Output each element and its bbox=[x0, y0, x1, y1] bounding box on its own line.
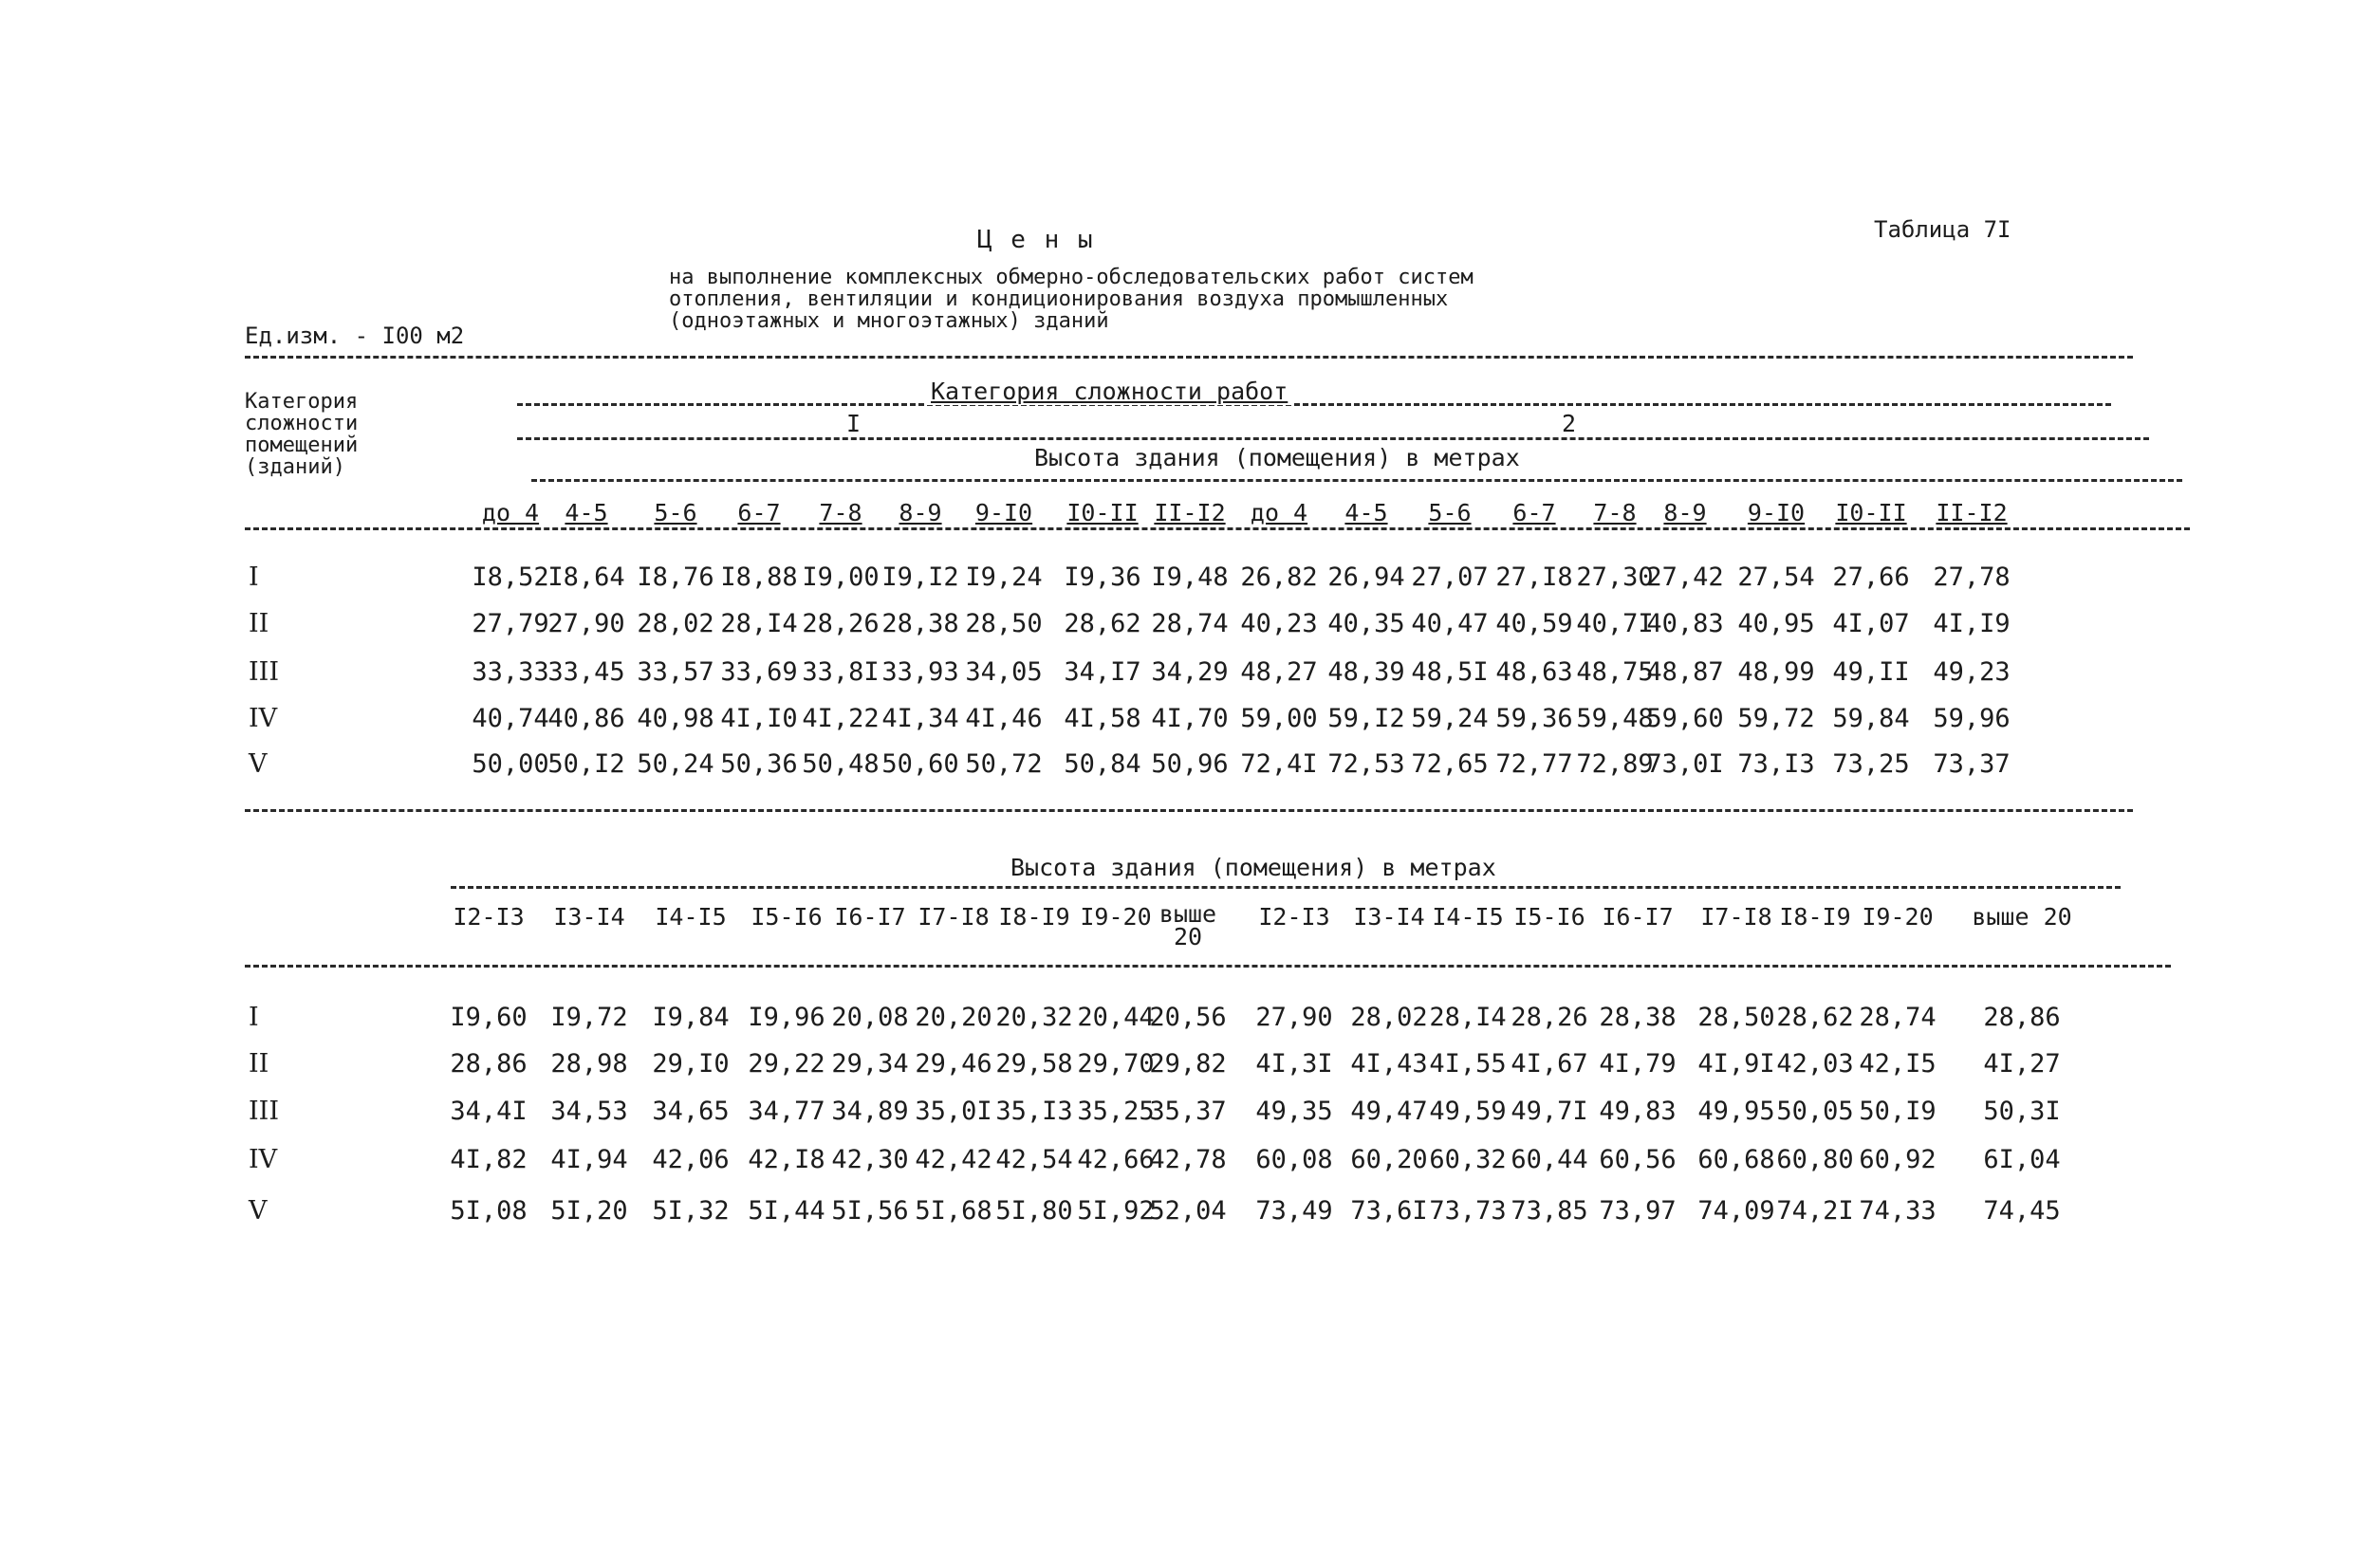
table-cell: 4I,58 bbox=[1064, 704, 1141, 733]
table-cell: 4I,43 bbox=[1350, 1049, 1428, 1079]
rule-groups bbox=[517, 437, 2149, 440]
table-cell: 60,80 bbox=[1776, 1145, 1854, 1174]
table-cell: 74,09 bbox=[1697, 1196, 1775, 1226]
subtitle-line: (одноэтажных и многоэтажных) зданий bbox=[669, 309, 1109, 333]
table-cell: 60,32 bbox=[1429, 1145, 1507, 1174]
column-header: 8-9 bbox=[1660, 499, 1709, 526]
table-cell: 4I,70 bbox=[1151, 704, 1229, 733]
table-cell: 33,45 bbox=[547, 657, 625, 687]
table-cell: 33,33 bbox=[472, 657, 549, 687]
table-cell: 29,82 bbox=[1149, 1049, 1227, 1079]
table-cell: 50,60 bbox=[881, 749, 959, 779]
table-cell: 50,05 bbox=[1776, 1097, 1854, 1126]
table-cell: 5I,32 bbox=[652, 1196, 730, 1226]
table-cell: 20,08 bbox=[831, 1003, 909, 1032]
table-cell: 42,42 bbox=[915, 1145, 992, 1174]
table-cell: 59,60 bbox=[1646, 704, 1724, 733]
table-cell: 42,66 bbox=[1077, 1145, 1155, 1174]
table-cell: 29,34 bbox=[831, 1049, 909, 1079]
column-header: I9-20 bbox=[1080, 903, 1152, 931]
table-cell: I8,88 bbox=[720, 563, 798, 592]
table-cell: 27,90 bbox=[547, 609, 625, 638]
column-header: I0-II bbox=[1832, 499, 1909, 526]
table-cell: I8,64 bbox=[547, 563, 625, 592]
table-cell: 60,68 bbox=[1697, 1145, 1775, 1174]
table-cell: 4I,07 bbox=[1832, 609, 1910, 638]
table-cell: 59,I2 bbox=[1327, 704, 1405, 733]
table-cell: 35,37 bbox=[1149, 1097, 1227, 1126]
group-2-label: 2 bbox=[1558, 410, 1580, 437]
table-cell: 59,00 bbox=[1240, 704, 1318, 733]
table-cell: 28,I4 bbox=[1429, 1003, 1507, 1032]
row-category-label: I bbox=[249, 1003, 259, 1032]
table-cell: 34,I7 bbox=[1064, 657, 1141, 687]
table-cell: 5I,08 bbox=[450, 1196, 528, 1226]
table-cell: 5I,92 bbox=[1077, 1196, 1155, 1226]
column-header: I7-I8 bbox=[918, 903, 990, 931]
table-cell: 4I,9I bbox=[1697, 1049, 1775, 1079]
rule-height bbox=[531, 479, 2182, 482]
column-header: I8-I9 bbox=[1779, 903, 1851, 931]
table-cell: 40,95 bbox=[1737, 609, 1815, 638]
table-cell: 28,50 bbox=[965, 609, 1043, 638]
table-cell: 29,46 bbox=[915, 1049, 992, 1079]
table-cell: 28,74 bbox=[1859, 1003, 1937, 1032]
table-cell: 73,25 bbox=[1832, 749, 1910, 779]
table-cell: 26,82 bbox=[1240, 563, 1318, 592]
table-cell: 49,II bbox=[1832, 657, 1910, 687]
column-header: до 4 bbox=[479, 499, 542, 526]
column-header: 7-8 bbox=[816, 499, 864, 526]
table-cell: 34,89 bbox=[831, 1097, 909, 1126]
column-header: 5-6 bbox=[1425, 499, 1474, 526]
table-cell: 27,42 bbox=[1646, 563, 1724, 592]
table-cell: 28,62 bbox=[1064, 609, 1141, 638]
table-cell: 40,98 bbox=[637, 704, 714, 733]
row-category-label: V bbox=[249, 1196, 268, 1226]
column-header: выше 20 bbox=[1972, 903, 2072, 931]
table-cell: 59,48 bbox=[1576, 704, 1654, 733]
table-cell: 33,8I bbox=[802, 657, 880, 687]
row-category-label: V bbox=[249, 749, 268, 779]
table-cell: 34,4I bbox=[450, 1097, 528, 1126]
table-cell: 50,3I bbox=[1983, 1097, 2061, 1126]
column-header: I2-I3 bbox=[453, 903, 525, 931]
table-cell: 34,53 bbox=[550, 1097, 628, 1126]
row-category-label: III bbox=[249, 1097, 279, 1126]
table-cell: I9,84 bbox=[652, 1003, 730, 1032]
column-header: I7-I8 bbox=[1700, 903, 1772, 931]
table-cell: 28,38 bbox=[881, 609, 959, 638]
column-header: I9-20 bbox=[1862, 903, 1934, 931]
table-cell: 48,39 bbox=[1327, 657, 1405, 687]
table-cell: 4I,79 bbox=[1599, 1049, 1677, 1079]
table-cell: 26,94 bbox=[1327, 563, 1405, 592]
table-cell: 4I,82 bbox=[450, 1145, 528, 1174]
table-cell: 48,99 bbox=[1737, 657, 1815, 687]
rule-complexity bbox=[517, 403, 2111, 406]
column-header: I6-I7 bbox=[1602, 903, 1674, 931]
table-cell: 49,95 bbox=[1697, 1097, 1775, 1126]
table-cell: 35,0I bbox=[915, 1097, 992, 1126]
column-header: 9-I0 bbox=[1745, 499, 1807, 526]
table-cell: 4I,46 bbox=[965, 704, 1043, 733]
table-cell: 50,I2 bbox=[547, 749, 625, 779]
table-cell: 4I,22 bbox=[802, 704, 880, 733]
table-cell: 5I,44 bbox=[748, 1196, 825, 1226]
table-cell: 59,84 bbox=[1832, 704, 1910, 733]
row-category-label: II bbox=[249, 1049, 269, 1079]
table-cell: 73,37 bbox=[1933, 749, 2011, 779]
table-cell: I8,52 bbox=[472, 563, 549, 592]
column-header: I3-I4 bbox=[553, 903, 625, 931]
table-cell: 73,97 bbox=[1599, 1196, 1677, 1226]
table-cell: 49,7I bbox=[1511, 1097, 1588, 1126]
rule-table1-bottom bbox=[245, 809, 2133, 812]
table-cell: 60,92 bbox=[1859, 1145, 1937, 1174]
column-header: II-I2 bbox=[1933, 499, 2010, 526]
table-cell: 42,30 bbox=[831, 1145, 909, 1174]
table-cell: 42,06 bbox=[652, 1145, 730, 1174]
table-cell: 59,36 bbox=[1495, 704, 1573, 733]
table-cell: I9,I2 bbox=[881, 563, 959, 592]
document-heading: Ц е н ы bbox=[977, 226, 1095, 254]
column-header: 9-I0 bbox=[973, 499, 1035, 526]
table-cell: 50,96 bbox=[1151, 749, 1229, 779]
column-header: выше 20 bbox=[1158, 900, 1217, 950]
column-header: 8-9 bbox=[896, 499, 944, 526]
table-cell: 60,56 bbox=[1599, 1145, 1677, 1174]
table-cell: 48,5I bbox=[1411, 657, 1489, 687]
table-cell: 42,78 bbox=[1149, 1145, 1227, 1174]
table-cell: 29,58 bbox=[995, 1049, 1073, 1079]
table-cell: 5I,56 bbox=[831, 1196, 909, 1226]
table-cell: 20,56 bbox=[1149, 1003, 1227, 1032]
table-cell: 40,59 bbox=[1495, 609, 1573, 638]
table-cell: 4I,I9 bbox=[1933, 609, 2011, 638]
table-cell: 40,83 bbox=[1646, 609, 1724, 638]
row-category-label: II bbox=[249, 609, 269, 638]
row-category-label: I bbox=[249, 563, 259, 592]
table-cell: 73,85 bbox=[1511, 1196, 1588, 1226]
row-category-label: IV bbox=[249, 704, 278, 733]
table-cell: 50,24 bbox=[637, 749, 714, 779]
table-cell: 27,54 bbox=[1737, 563, 1815, 592]
row-category-label: IV bbox=[249, 1145, 278, 1174]
column-header: 5-6 bbox=[651, 499, 699, 526]
table-cell: 28,38 bbox=[1599, 1003, 1677, 1032]
table-cell: 28,98 bbox=[550, 1049, 628, 1079]
column-header: 6-7 bbox=[734, 499, 783, 526]
table-cell: 27,07 bbox=[1411, 563, 1489, 592]
table-cell: 48,63 bbox=[1495, 657, 1573, 687]
table-cell: 49,47 bbox=[1350, 1097, 1428, 1126]
table-cell: 27,I8 bbox=[1495, 563, 1573, 592]
height-label-1: Высота здания (помещения) в метрах bbox=[1034, 444, 1520, 471]
table-cell: 72,4I bbox=[1240, 749, 1318, 779]
table-cell: 72,77 bbox=[1495, 749, 1573, 779]
table-cell: I9,48 bbox=[1151, 563, 1229, 592]
table-cell: 49,59 bbox=[1429, 1097, 1507, 1126]
column-header: I4-I5 bbox=[1432, 903, 1504, 931]
table-cell: 60,44 bbox=[1511, 1145, 1588, 1174]
row-category-label: III bbox=[249, 657, 279, 687]
table-cell: 59,24 bbox=[1411, 704, 1489, 733]
table-cell: 50,48 bbox=[802, 749, 880, 779]
table-cell: 4I,3I bbox=[1255, 1049, 1333, 1079]
column-header: I0-II bbox=[1064, 499, 1140, 526]
table-cell: 5I,80 bbox=[995, 1196, 1073, 1226]
table-cell: 73,49 bbox=[1255, 1196, 1333, 1226]
table-cell: 49,35 bbox=[1255, 1097, 1333, 1126]
column-header: I5-I6 bbox=[751, 903, 823, 931]
group-1-label: I bbox=[843, 410, 864, 437]
column-header: I3-I4 bbox=[1353, 903, 1425, 931]
subtitle-line: на выполнение комплексных обмерно-обследовательских работ систем bbox=[669, 266, 1474, 289]
column-header: 4-5 bbox=[562, 499, 610, 526]
table-cell: I9,00 bbox=[802, 563, 880, 592]
table-cell: 5I,68 bbox=[915, 1196, 992, 1226]
table-cell: 50,36 bbox=[720, 749, 798, 779]
table-cell: 28,50 bbox=[1697, 1003, 1775, 1032]
table-cell: 40,74 bbox=[472, 704, 549, 733]
row-header-label: сложности bbox=[245, 412, 359, 435]
table-cell: 34,05 bbox=[965, 657, 1043, 687]
column-header: 4-5 bbox=[1342, 499, 1390, 526]
column-header: I8-I9 bbox=[998, 903, 1070, 931]
table-cell: 40,86 bbox=[547, 704, 625, 733]
table-cell: 34,65 bbox=[652, 1097, 730, 1126]
table-cell: 28,74 bbox=[1151, 609, 1229, 638]
table-cell: I9,24 bbox=[965, 563, 1043, 592]
table-cell: 4I,27 bbox=[1983, 1049, 2061, 1079]
table-cell: 27,66 bbox=[1832, 563, 1910, 592]
table-cell: 33,93 bbox=[881, 657, 959, 687]
table-cell: 29,22 bbox=[748, 1049, 825, 1079]
rule-columns-2 bbox=[245, 965, 2171, 968]
unit-label: Ед.изм. - I00 м2 bbox=[245, 323, 465, 349]
column-header: II-I2 bbox=[1151, 499, 1228, 526]
table-cell: 50,84 bbox=[1064, 749, 1141, 779]
table-cell: 28,I4 bbox=[720, 609, 798, 638]
table-cell: 28,02 bbox=[637, 609, 714, 638]
table-cell: 42,03 bbox=[1776, 1049, 1854, 1079]
table-cell: 73,73 bbox=[1429, 1196, 1507, 1226]
table-cell: 72,53 bbox=[1327, 749, 1405, 779]
table-cell: 40,47 bbox=[1411, 609, 1489, 638]
table-cell: 49,83 bbox=[1599, 1097, 1677, 1126]
table-cell: 48,87 bbox=[1646, 657, 1724, 687]
table-cell: 33,57 bbox=[637, 657, 714, 687]
table-number: Таблица 7I bbox=[1874, 216, 2011, 243]
column-header: I5-I6 bbox=[1513, 903, 1585, 931]
table-cell: 34,29 bbox=[1151, 657, 1229, 687]
table-cell: 27,90 bbox=[1255, 1003, 1333, 1032]
table-cell: 73,I3 bbox=[1737, 749, 1815, 779]
table-cell: 29,70 bbox=[1077, 1049, 1155, 1079]
table-cell: 28,26 bbox=[1511, 1003, 1588, 1032]
table-cell: 50,I9 bbox=[1859, 1097, 1937, 1126]
table-cell: 40,23 bbox=[1240, 609, 1318, 638]
table-cell: 28,86 bbox=[450, 1049, 528, 1079]
table-cell: 28,86 bbox=[1983, 1003, 2061, 1032]
table-cell: 20,44 bbox=[1077, 1003, 1155, 1032]
table-cell: I9,36 bbox=[1064, 563, 1141, 592]
column-header: I6-I7 bbox=[834, 903, 906, 931]
table-cell: 5I,20 bbox=[550, 1196, 628, 1226]
table-cell: 4I,67 bbox=[1511, 1049, 1588, 1079]
table-cell: 74,45 bbox=[1983, 1196, 2061, 1226]
table-cell: 60,20 bbox=[1350, 1145, 1428, 1174]
table-cell: 50,00 bbox=[472, 749, 549, 779]
table-cell: 29,I0 bbox=[652, 1049, 730, 1079]
table-cell: I8,76 bbox=[637, 563, 714, 592]
table-cell: 28,26 bbox=[802, 609, 880, 638]
row-header-label: (зданий) bbox=[245, 455, 345, 479]
table-cell: 42,I8 bbox=[748, 1145, 825, 1174]
height-label-2: Высота здания (помещения) в метрах bbox=[1010, 854, 1496, 881]
table-cell: 6I,04 bbox=[1983, 1145, 2061, 1174]
table-cell: 27,79 bbox=[472, 609, 549, 638]
rule-height-2 bbox=[451, 886, 2121, 889]
table-cell: 72,89 bbox=[1576, 749, 1654, 779]
row-header-label: помещений bbox=[245, 434, 359, 457]
table-cell: 72,65 bbox=[1411, 749, 1489, 779]
column-header: 7-8 bbox=[1590, 499, 1639, 526]
table-cell: 4I,55 bbox=[1429, 1049, 1507, 1079]
table-cell: 4I,34 bbox=[881, 704, 959, 733]
table-cell: 4I,94 bbox=[550, 1145, 628, 1174]
table-cell: 34,77 bbox=[748, 1097, 825, 1126]
table-cell: 48,75 bbox=[1576, 657, 1654, 687]
table-cell: 28,62 bbox=[1776, 1003, 1854, 1032]
row-header-label: Категория bbox=[245, 390, 359, 414]
column-header: I4-I5 bbox=[655, 903, 727, 931]
table-cell: 40,7I bbox=[1576, 609, 1654, 638]
table-cell: 59,96 bbox=[1933, 704, 2011, 733]
table-cell: 42,I5 bbox=[1859, 1049, 1937, 1079]
column-header: 6-7 bbox=[1510, 499, 1558, 526]
table-cell: 27,78 bbox=[1933, 563, 2011, 592]
table-cell: I9,60 bbox=[450, 1003, 528, 1032]
subtitle-line: отопления, вентиляции и кондиционирования воздуха промышленных bbox=[669, 287, 1449, 311]
table-cell: 52,04 bbox=[1149, 1196, 1227, 1226]
table-cell: 20,20 bbox=[915, 1003, 992, 1032]
table-cell: 33,69 bbox=[720, 657, 798, 687]
column-header: I2-I3 bbox=[1258, 903, 1330, 931]
table-cell: 42,54 bbox=[995, 1145, 1073, 1174]
table-cell: 50,72 bbox=[965, 749, 1043, 779]
table-cell: 28,02 bbox=[1350, 1003, 1428, 1032]
table-cell: I9,96 bbox=[748, 1003, 825, 1032]
table-cell: 35,I3 bbox=[995, 1097, 1073, 1126]
table-cell: 49,23 bbox=[1933, 657, 2011, 687]
table-cell: 40,35 bbox=[1327, 609, 1405, 638]
table-cell: 20,32 bbox=[995, 1003, 1073, 1032]
rule-top bbox=[245, 356, 2133, 359]
table-cell: 59,72 bbox=[1737, 704, 1815, 733]
table-cell: 48,27 bbox=[1240, 657, 1318, 687]
table-cell: 74,2I bbox=[1776, 1196, 1854, 1226]
table-cell: 27,30 bbox=[1576, 563, 1654, 592]
table-cell: 74,33 bbox=[1859, 1196, 1937, 1226]
column-header: до 4 bbox=[1248, 499, 1310, 526]
table-cell: 73,6I bbox=[1350, 1196, 1428, 1226]
table-cell: 73,0I bbox=[1646, 749, 1724, 779]
table-cell: 60,08 bbox=[1255, 1145, 1333, 1174]
rule-columns bbox=[245, 527, 2190, 530]
table-cell: I9,72 bbox=[550, 1003, 628, 1032]
table-cell: 4I,I0 bbox=[720, 704, 798, 733]
table-cell: 35,25 bbox=[1077, 1097, 1155, 1126]
complexity-label: Категория сложности работ bbox=[925, 378, 1293, 405]
